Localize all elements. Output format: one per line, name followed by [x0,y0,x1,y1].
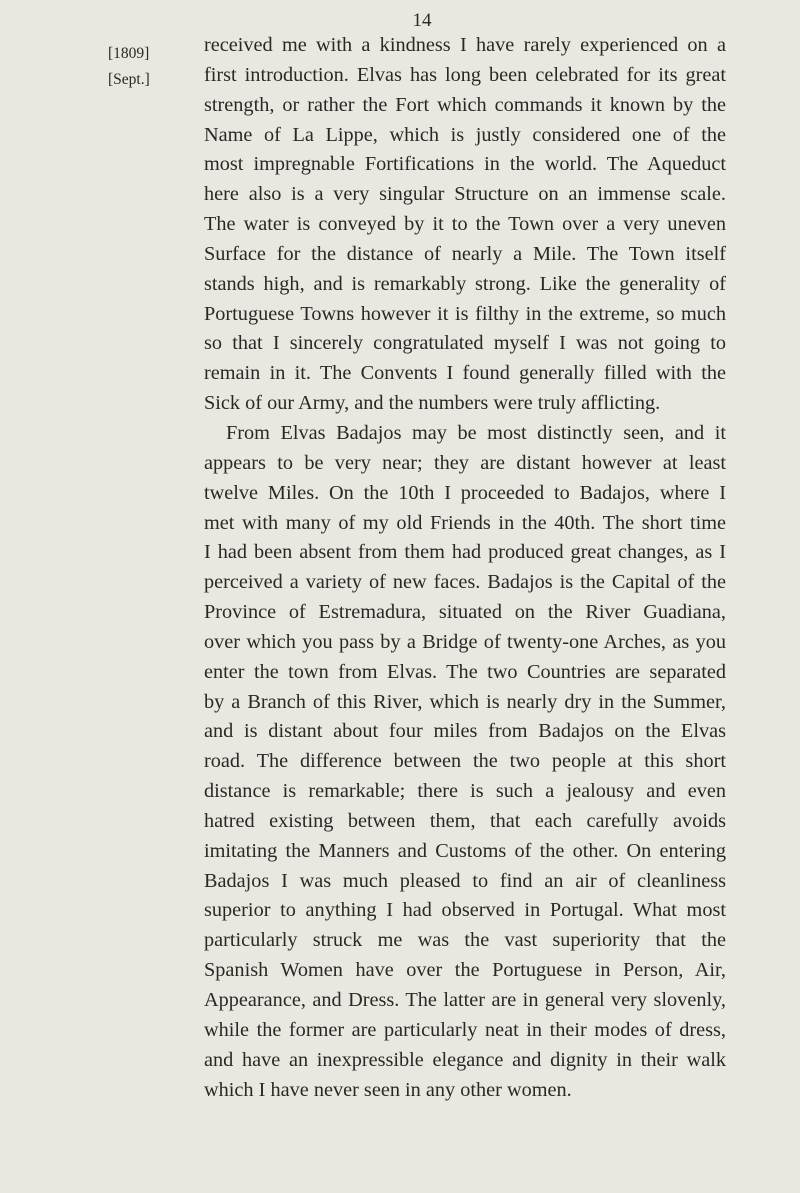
text-line: while the former are particularly neat in their modes of dress, [204,1018,726,1041]
text-line: Province of Estremadura, situated on the River Guadiana, [204,601,726,624]
body-text [204,31,726,1105]
text-line: perceived a variety of new faces. Badajos is the Capital of the [204,571,726,594]
text-line: appears to be very near; they are distant however at least [204,451,726,474]
text-line: by a Branch of this River, which is nearly dry in the Summer, [204,690,726,713]
text-line: over which you pass by a Bridge of twenty-one Arches, as you [204,630,726,653]
text-line: and is distant about four miles from Badajos on the Elvas [204,720,726,743]
text-line: enter the town from Elvas. The two Countries are separated [204,660,726,683]
paragraph [204,419,726,1105]
text-line: Badajos I was much pleased to find an air of cleanliness [204,869,726,892]
text-line: Appearance, and Dress. The latter are in general very slovenly, [204,989,726,1011]
text-line: Spanish Women have over the Portuguese in Person, Air, [204,959,726,982]
text-line: here also is a very singular Structure on an immense scale. [204,183,726,206]
text-line: The water is conveyed by it to the Town over a very uneven [204,213,726,236]
text-line: first introduction. Elvas has long been celebrated for its great [204,63,726,86]
margin-notes [108,41,150,93]
text-line: particularly struck me was the vast superiority that the [204,929,726,952]
text-line: most impregnable Fortifications in the world. The Aqueduct [204,153,726,176]
text-line: Sick of our Army, and the numbers were truly afflicting. [204,392,661,415]
text-line: imitating the Manners and Customs of the other. On entering [204,839,726,862]
text-line: and have an inexpressible elegance and dignity in their walk [204,1048,726,1071]
text-line: remain in it. The Convents I found generally filled with the [204,362,726,385]
text-line: met with many of my old Friends in the 40th. The short time [204,511,726,534]
text-line: which I have never seen in any other women. [204,1078,572,1101]
text-line: Surface for the distance of nearly a Mile. The Town itself [204,242,726,265]
paragraph [204,31,726,419]
text-line: I had been absent from them had produced great changes, as I [204,541,726,564]
text-line: Portuguese Towns however it is filthy in the extreme, so much [204,302,726,325]
text-line: stands high, and is remarkably strong. Like the generality of [204,272,726,295]
margin-note-year: [1809] [108,45,150,62]
text-line: so that I sincerely congratulated myself I was not going to [204,332,726,355]
text-line: received me with a kindness I have rarely experienced on a [204,34,726,56]
text-line: Name of La Lippe, which is justly considered one of the [204,123,726,146]
text-line: superior to anything I had observed in Portugal. What most [204,899,726,922]
margin-note-month: [Sept.] [108,71,150,88]
text-line: distance is remarkable; there is such a jealousy and even [204,780,726,803]
page-number: 14 [412,10,432,31]
text-line: From Elvas Badajos may be most distinctly seen, and it [226,421,726,444]
text-line: twelve Miles. On the 10th I proceeded to Badajos, where I [204,481,726,504]
text-line: hatred existing between them, that each carefully avoids [204,809,726,832]
text-line: road. The difference between the two people at this short [204,750,726,773]
text-line: strength, or rather the Fort which commands it known by the [204,93,726,116]
